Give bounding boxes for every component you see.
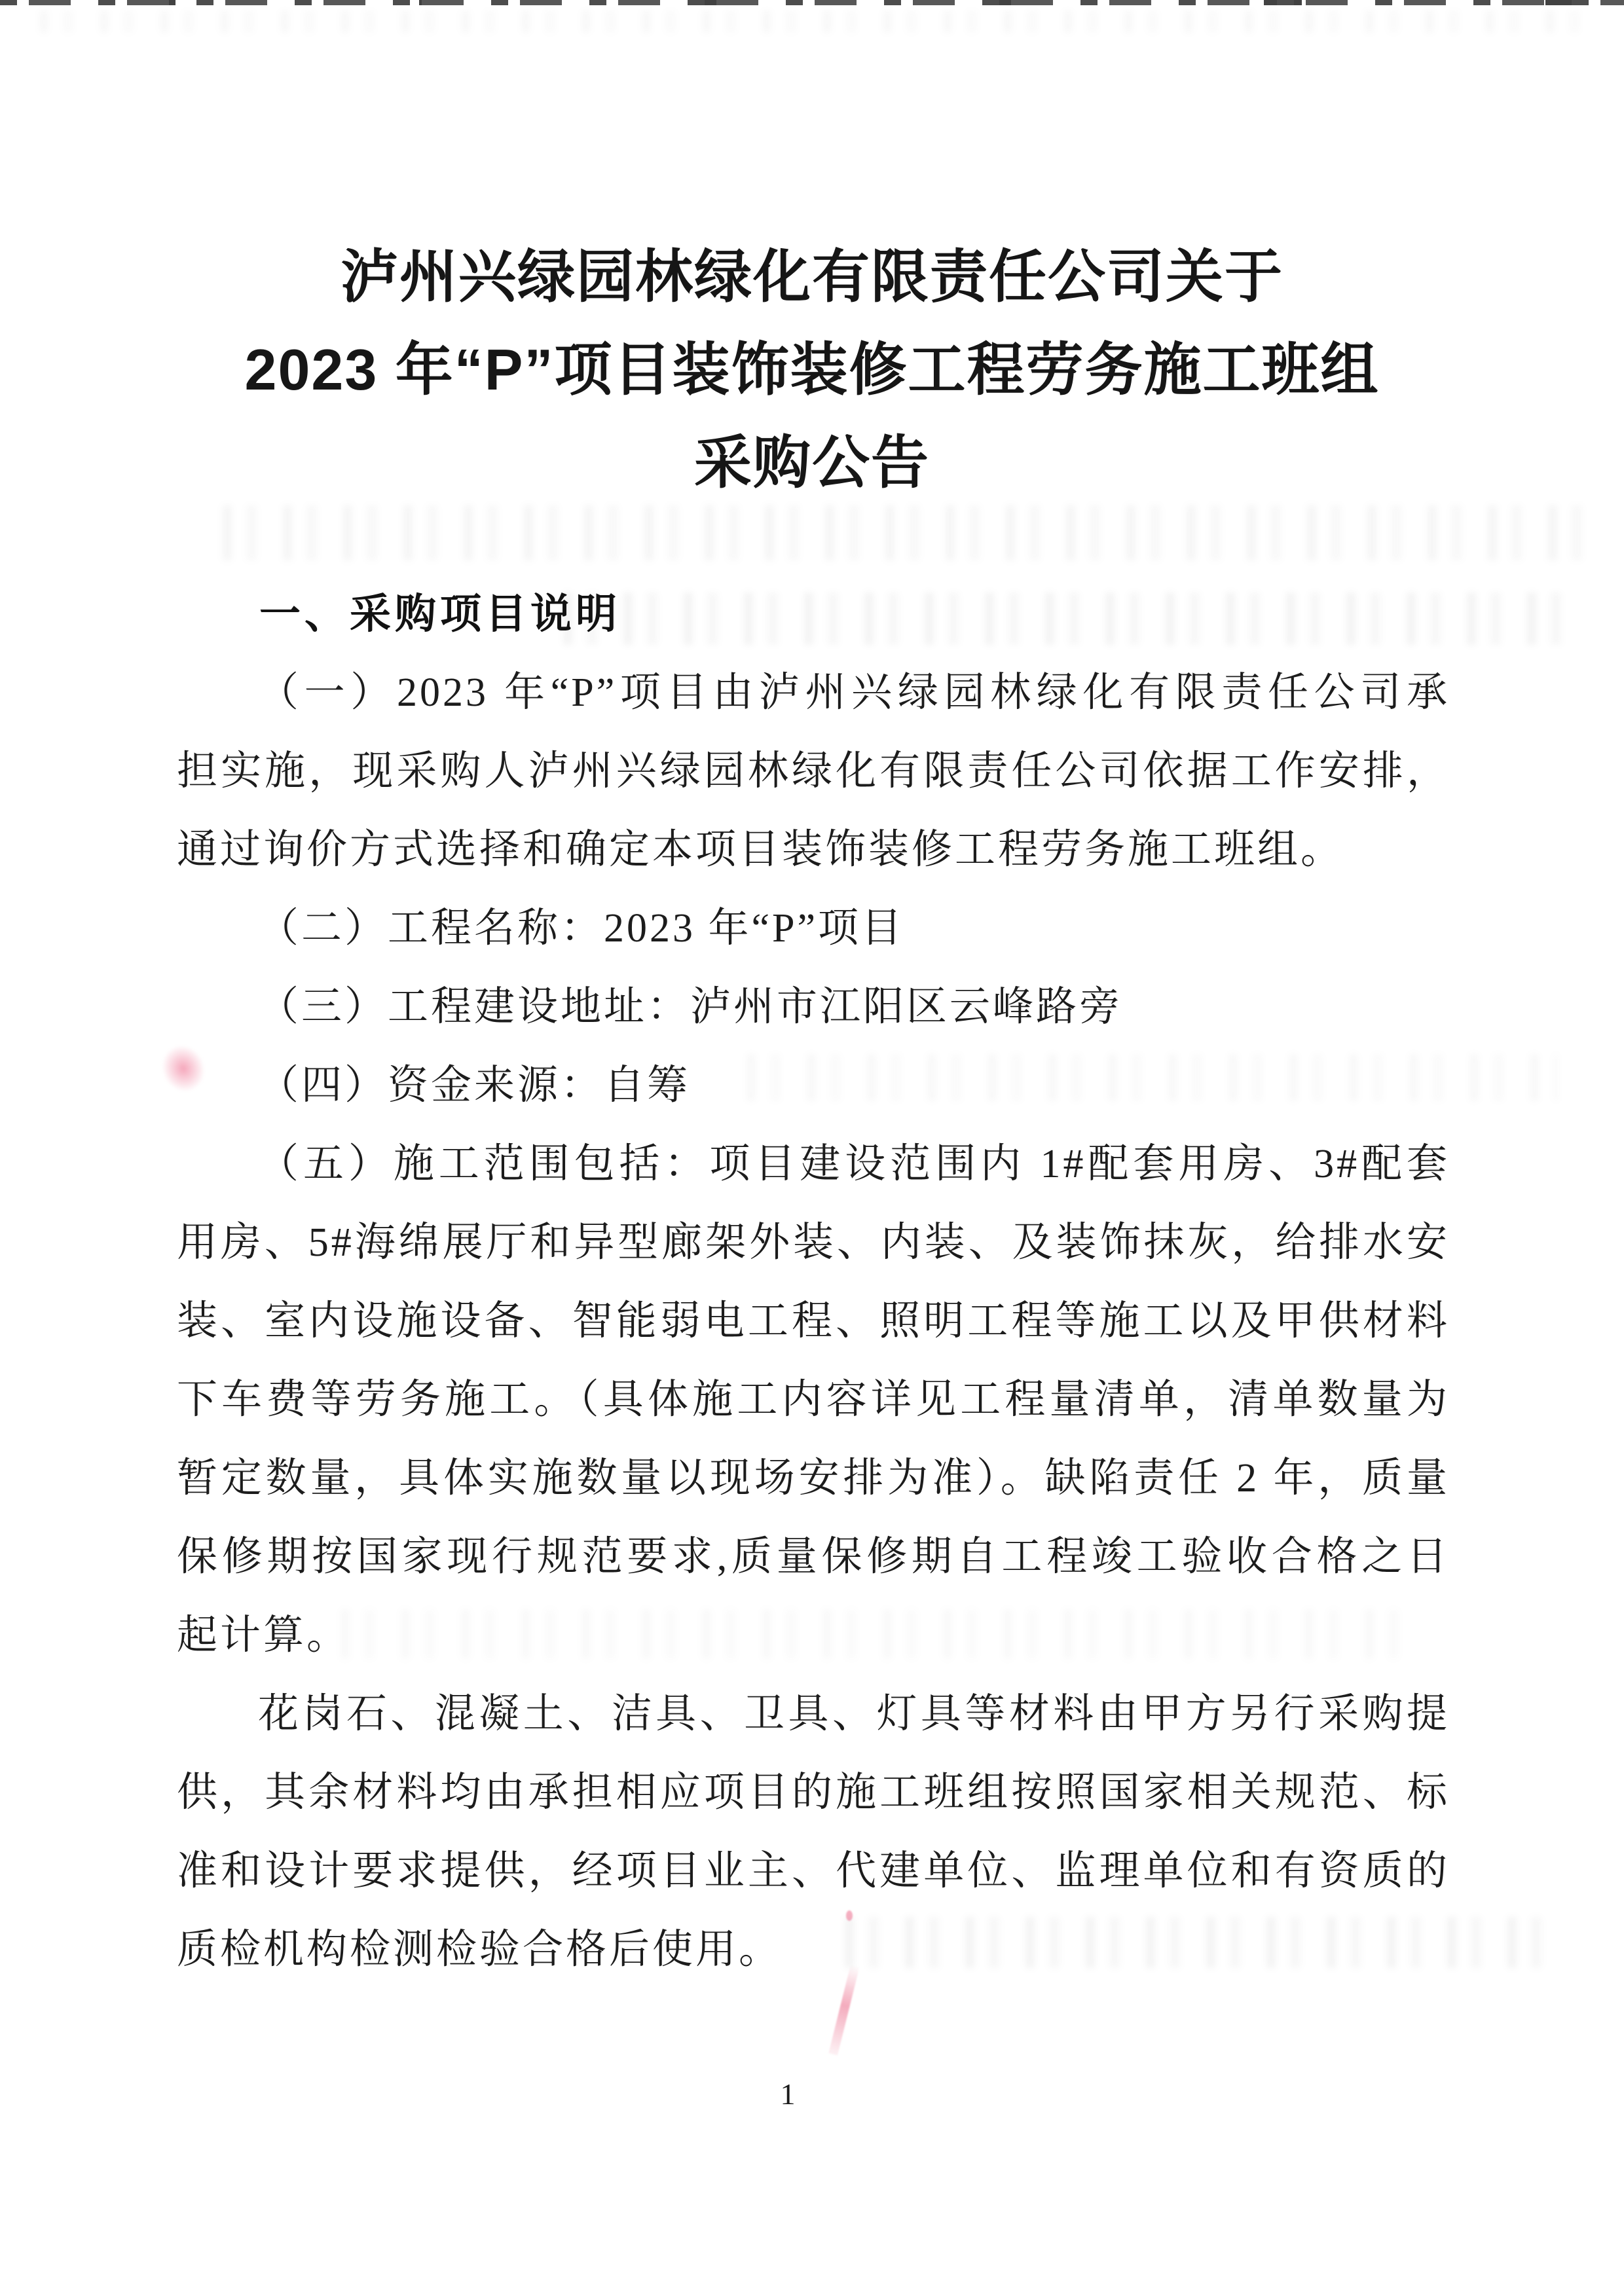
paragraph (177, 1046, 1450, 1125)
text-line: 下车费等劳务施工。（具体施工内容详见工程量清单，清单数量为 (177, 1377, 1450, 1422)
text-line: 起计算。 (177, 1613, 350, 1658)
text-line: 担实施，现采购人泸州兴绿园林绿化有限责任公司依据工作安排， (177, 749, 1450, 793)
text-line: 用房、5#海绵展厅和异型廊架外装、内装、及装饰抹灰，给排水安 (177, 1220, 1450, 1265)
text-line: 装、室内设施设备、智能弱电工程、照明工程等施工以及甲供材料 (177, 1299, 1450, 1343)
paragraph (177, 653, 1450, 889)
text-line: 暂定数量，具体实施数量以现场安排为准）。缺陷责任 2 年，质量 (177, 1456, 1450, 1501)
text-line: （一）2023 年“P”项目由泸州兴绿园林绿化有限责任公司承 (258, 670, 1450, 715)
title-line: 2023 年“P”项目装饰装修工程劳务施工班组 (244, 337, 1380, 402)
text-line: （五）施工范围包括：项目建设范围内 1#配套用房、3#配套 (258, 1142, 1450, 1186)
text-line: 质检机构检测检验合格后使用。 (177, 1927, 783, 1972)
body-paragraphs (177, 653, 1450, 1989)
section-heading: 一、采购项目说明 (259, 591, 621, 637)
paragraph (177, 1125, 1450, 1675)
scan-bleed-artifact (39, 10, 1585, 33)
title-line: 泸州兴绿园林绿化有限责任公司关于 (340, 244, 1283, 309)
paragraph (177, 968, 1450, 1046)
text-line: （三）工程建设地址：泸州市江阳区云峰路旁 (258, 985, 1123, 1029)
paragraph (177, 1675, 1450, 1989)
paragraph (177, 889, 1450, 968)
document-title (0, 230, 1624, 509)
text-line: 花岗石、混凝土、洁具、卫具、灯具等材料由甲方另行采购提 (258, 1692, 1450, 1736)
text-line: 保修期按国家现行规范要求,质量保修期自工程竣工验收合格之日 (177, 1535, 1450, 1579)
text-line: 通过询价方式选择和确定本项目装饰装修工程劳务施工班组。 (177, 828, 1344, 872)
scan-top-edge-artifact (0, 0, 1624, 5)
document-body (177, 575, 1450, 1989)
text-line: 供，其余材料均由承担相应项目的施工班组按照国家相关规范、标 (177, 1770, 1450, 1815)
text-line: （二）工程名称：2023 年“P”项目 (258, 906, 905, 951)
text-line: （四）资金来源：自筹 (258, 1063, 691, 1108)
scan-bleed-artifact (223, 505, 1585, 560)
text-line: 准和设计要求提供，经项目业主、代建单位、监理单位和有资质的 (177, 1849, 1450, 1893)
page-number: 1 (780, 2077, 796, 2111)
title-line: 采购公告 (693, 430, 930, 495)
